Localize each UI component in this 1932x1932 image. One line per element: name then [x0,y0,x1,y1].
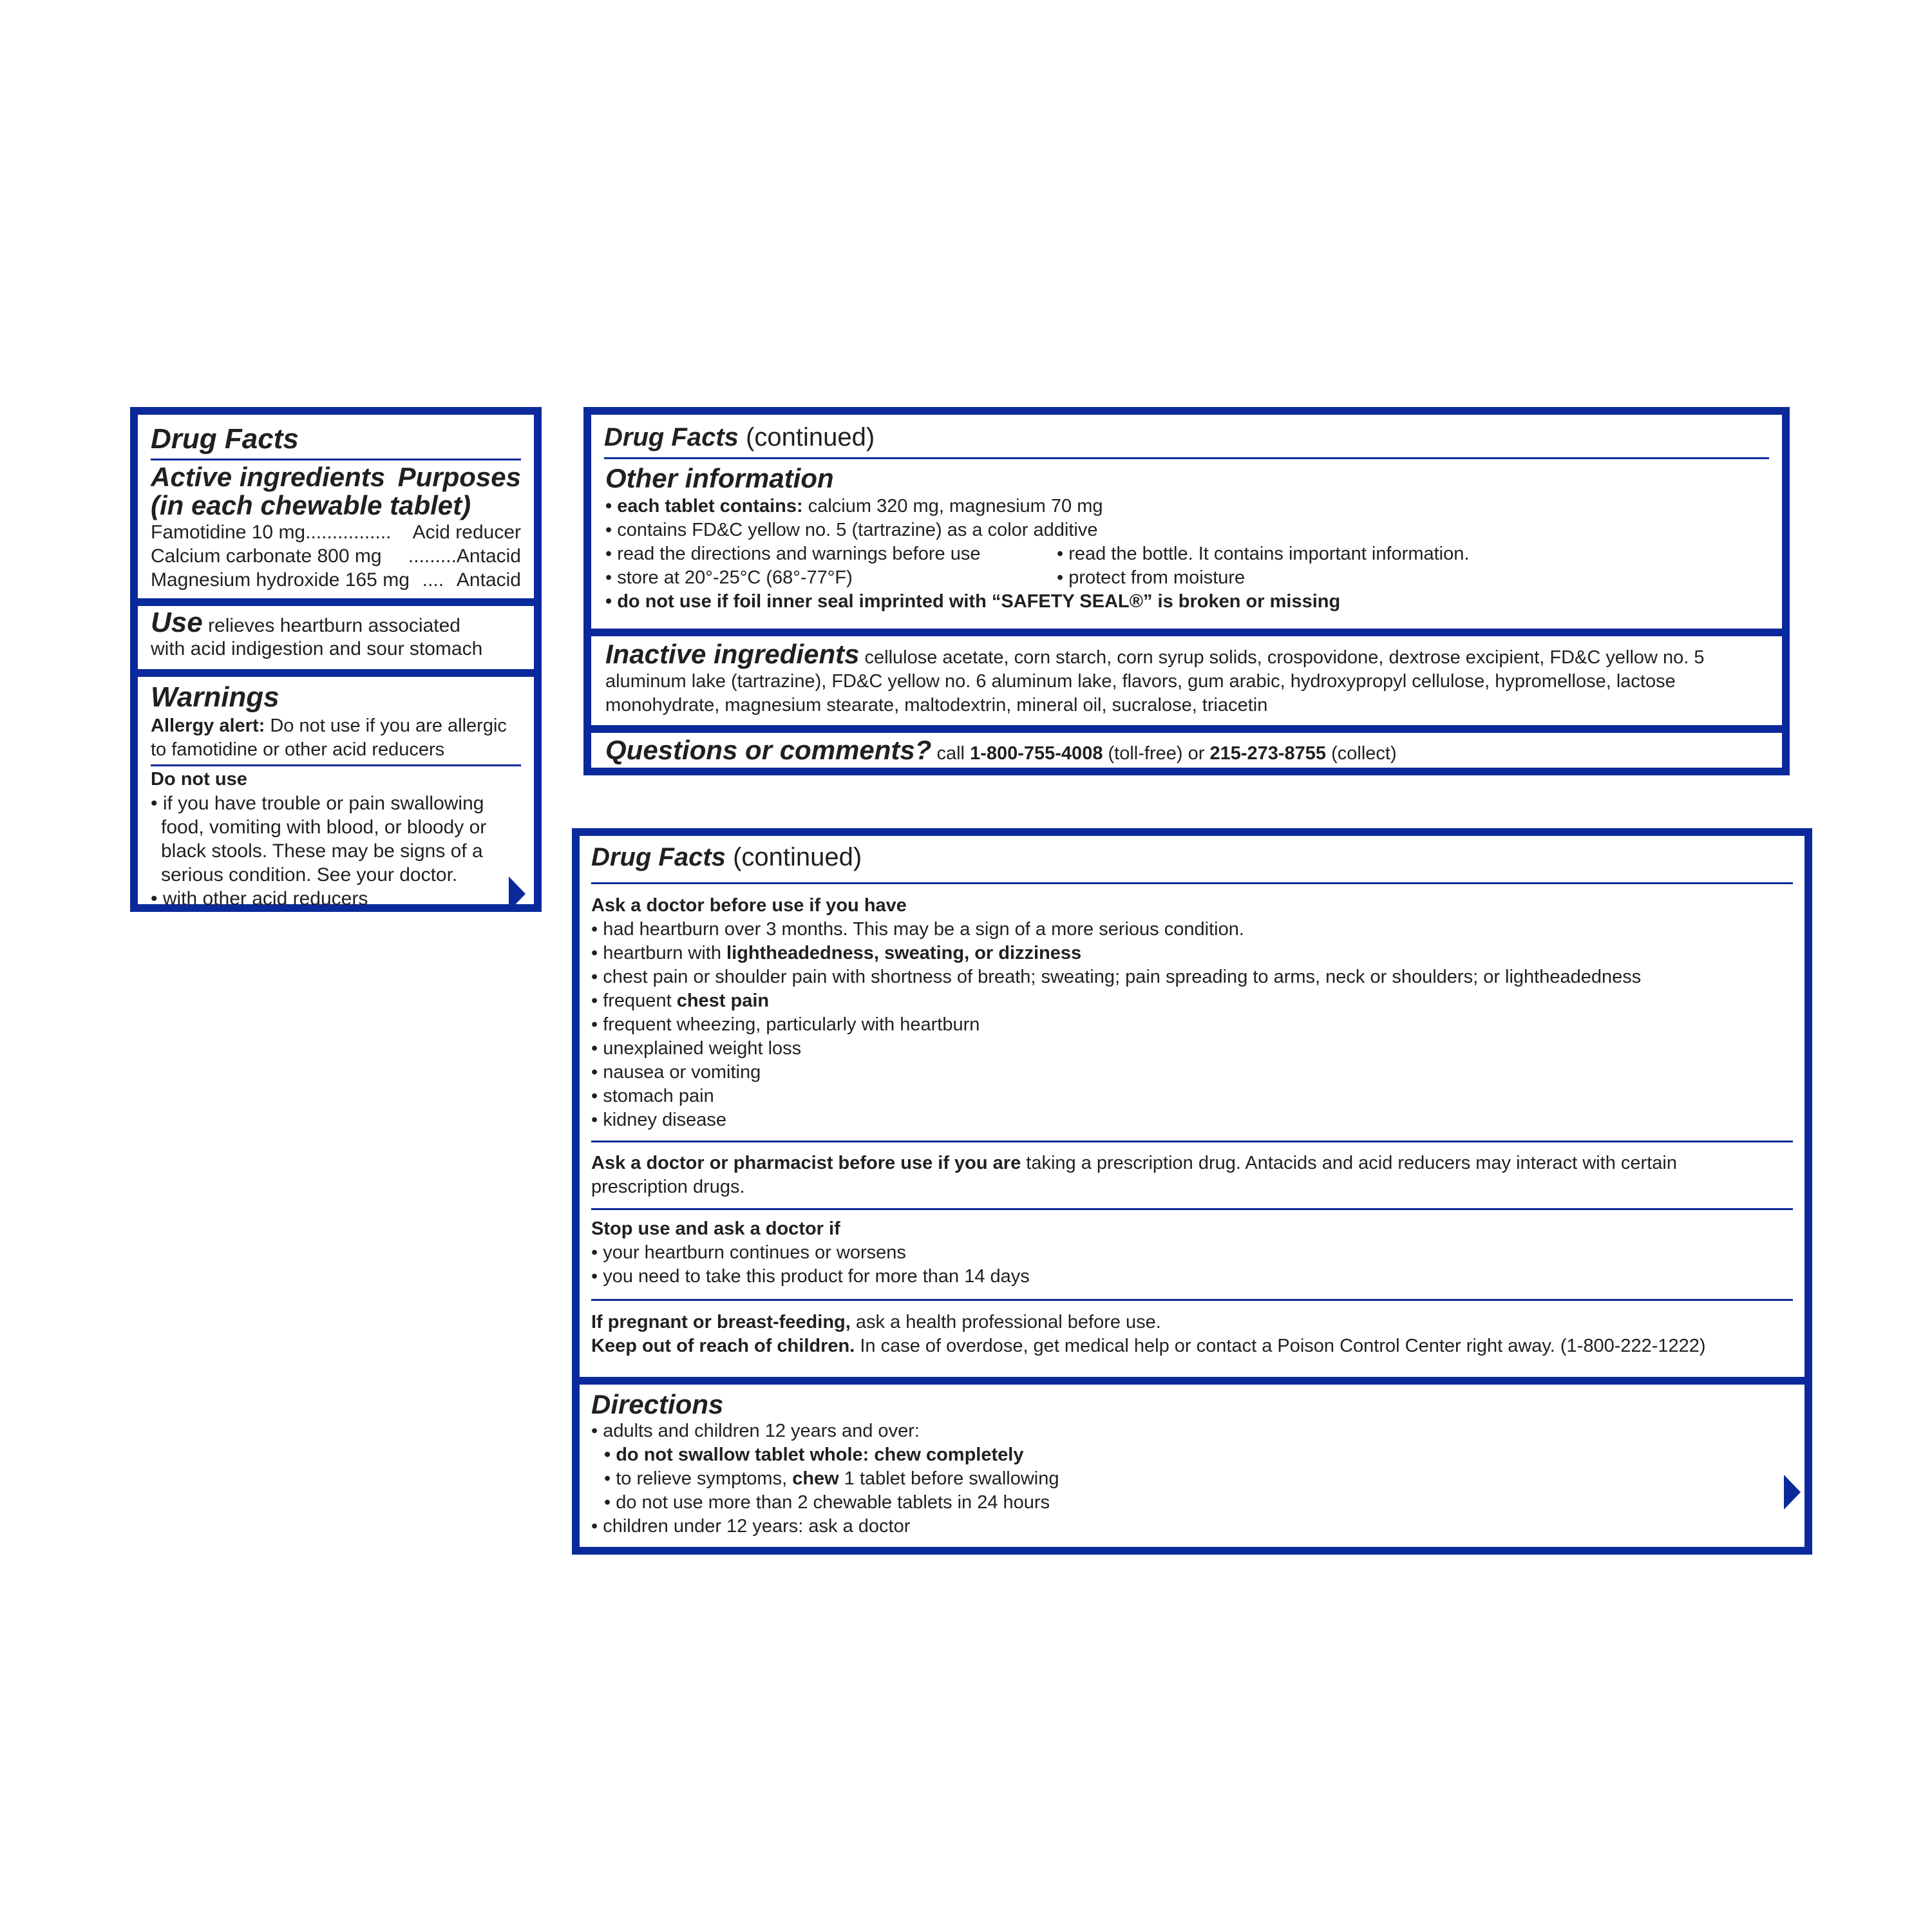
inactive-ingredients-section [591,629,1782,725]
pregnant-heading: If pregnant or breast-feeding, [591,1312,851,1332]
allergy-alert-label: Allergy alert: [151,715,265,736]
ingredient-purpose: Acid reducer [412,522,521,543]
allergy-alert-text: Do not use if you are allergic [270,715,507,736]
ask-pharmacist-text: taking a prescription drug. Antacids and acid reducers may interact with certain [1026,1153,1677,1173]
keep-out-text: In case of overdose, get medical help or contact a Poison Control Center right away. (1-800-222-1222) [860,1336,1706,1356]
ask-doctor-item: • stomach pain [591,1086,714,1106]
continued-label: (continued) [746,423,875,451]
drug-facts-title: Drug Facts [604,423,739,451]
ingredient-row [151,520,521,544]
warnings-section [138,669,534,912]
warnings-continued-section [580,836,1804,1377]
panel-title [591,841,862,873]
section-rule [591,1141,1793,1142]
dot-leader: .... [422,569,444,591]
do-not-use-line: • with other acid reducers [151,888,368,909]
phone-collect: 215-273-8755 [1209,743,1327,764]
ask-doctor-item [591,942,1081,965]
keep-out-heading: Keep out of reach of children. [591,1336,855,1356]
do-not-use-line: food, vomiting with blood, or bloody or [161,817,487,838]
drug-facts-panel-main [130,407,542,912]
other-info-text: calcium 320 mg, magnesium 70 mg [808,496,1103,516]
other-info-line: • do not use if foil inner seal imprinted with “SAFETY SEAL®” is broken or missing [605,591,1341,612]
allergy-alert-line-1 [151,714,507,738]
active-ingredients-list [151,520,521,592]
other-information-heading: Other information [605,463,834,493]
purposes-heading: Purposes [397,462,521,492]
questions-text: (collect) [1331,743,1397,764]
warnings-heading: Warnings [151,681,279,713]
ask-doctor-bold: lightheadedness, sweating, or dizziness [726,943,1082,963]
stop-use-item: • you need to take this product for more than 14 days [591,1266,1030,1287]
inactive-ingredients-heading: Inactive ingredients [605,639,860,669]
other-info-line: • contains FD&C yellow no. 5 (tartrazine) as a color additive [605,520,1098,540]
other-info-bold: • each tablet contains: [605,496,803,516]
ask-doctor-item [591,989,769,1013]
ingredient-name: Famotidine 10 mg [151,522,306,543]
ask-doctor-text: • heartburn with [591,943,721,963]
ask-doctor-heading: Ask a doctor before use if you have [591,895,907,916]
questions-heading: Questions or comments? [605,735,932,765]
drug-facts-title: Drug Facts [151,423,299,455]
active-ingredients-section [138,415,534,598]
warnings-rule [151,764,521,766]
allergy-alert-line-2: to famotidine or other acid reducers [151,739,445,760]
ask-pharmacist-heading: Ask a doctor or pharmacist before use if you are [591,1153,1021,1173]
directions-item [604,1467,1059,1491]
pregnant-text: ask a health professional before use. [855,1312,1161,1332]
ask-doctor-item: • had heartburn over 3 months. This may be a sign of a more serious condition. [591,919,1244,940]
phone-tollfree: 1-800-755-4008 [970,743,1103,764]
directions-text: 1 tablet before swallowing [844,1468,1059,1489]
directions-item: • children under 12 years: ask a doctor [591,1516,911,1537]
ask-doctor-bold: chest pain [676,990,770,1011]
ingredient-purpose: Antacid [456,545,521,567]
other-info-line: • store at 20°-25°C (68°-77°F) [605,567,853,588]
panel-title [604,421,875,453]
ingredient-row [151,544,521,568]
other-info-line [605,495,1103,518]
questions-text: call [936,743,965,764]
use-line-1 [151,607,460,639]
questions-text: (toll-free) or [1108,743,1205,764]
active-ingredients-heading: Active ingredients [151,462,386,492]
directions-item: • adults and children 12 years and over: [591,1421,920,1441]
do-not-use-line: • if you have trouble or pain swallowing [151,793,484,814]
continue-arrow-icon [1784,1475,1801,1510]
drug-facts-panel-continued-1 [583,407,1790,775]
ask-doctor-item: • kidney disease [591,1110,727,1130]
ingredient-row [151,568,521,592]
ask-pharmacist-line-1 [591,1151,1677,1175]
ask-doctor-text: • frequent [591,990,672,1011]
continued-label: (continued) [733,843,862,871]
stop-use-item: • your heartburn continues or worsens [591,1242,906,1263]
directions-item: • do not use more than 2 chewable tablets in 24 hours [604,1492,1050,1513]
directions-heading: Directions [591,1389,724,1419]
use-heading: Use [151,607,203,638]
other-info-line: • read the bottle. It contains important information. [1057,544,1470,564]
section-rule [591,1299,1793,1301]
questions-section [591,725,1782,768]
directions-item: • do not swallow tablet whole: chew completely [604,1444,1024,1465]
other-info-line: • read the directions and warnings before use [605,544,981,564]
inactive-line-3: monohydrate, magnesium stearate, maltodextrin, mineral oil, sucralose, triacetin [605,695,1268,715]
ask-doctor-item: • frequent wheezing, particularly with heartburn [591,1014,980,1035]
directions-section [580,1377,1804,1547]
directions-text: • to relieve symptoms, [604,1468,788,1489]
stop-use-heading: Stop use and ask a doctor if [591,1218,840,1239]
ask-doctor-item: • unexplained weight loss [591,1038,802,1059]
directions-bold: chew [792,1468,839,1489]
questions-line [605,735,1397,768]
title-rule [591,882,1793,884]
ask-pharmacist-line-2: prescription drugs. [591,1177,745,1197]
use-text: relieves heartburn associated [208,615,460,636]
drug-facts-title: Drug Facts [591,843,726,871]
do-not-use-line: serious condition. See your doctor. [161,864,458,886]
ingredient-purpose: Antacid [456,569,521,591]
pregnant-line [591,1311,1161,1334]
dot-leader: ................ [305,522,392,543]
do-not-use-line: black stools. These may be signs of a [161,840,483,862]
dot-leader: ......... [408,545,457,567]
other-info-line: • protect from moisture [1057,567,1245,588]
inactive-text: cellulose acetate, corn starch, corn syrup solids, crospovidone, dextrose excipient, FD&C yellow no. 5 [864,647,1705,668]
title-rule [151,459,521,460]
drug-facts-panel-continued-2 [572,828,1812,1555]
other-information-section [591,415,1782,629]
ask-doctor-item: • nausea or vomiting [591,1062,761,1083]
active-ingredients-subheading: (in each chewable tablet) [151,490,471,520]
continue-arrow-icon [509,876,526,911]
inactive-line-2: aluminum lake (tartrazine), FD&C yellow no. 6 aluminum lake, flavors, gum arabic, hydroxypropyl cellulose, hypromellose, lactose [605,671,1676,692]
use-line-2: with acid indigestion and sour stomach [151,638,483,659]
ingredient-name: Calcium carbonate 800 mg [151,545,382,567]
inactive-line-1 [605,639,1705,673]
do-not-use-heading: Do not use [151,769,247,790]
ingredient-name: Magnesium hydroxide 165 mg [151,569,410,591]
keep-out-of-reach-line [591,1334,1706,1358]
section-rule [591,1208,1793,1210]
ask-doctor-item: • chest pain or shoulder pain with shortness of breath; sweating; pain spreading to arms, neck or shoulders; or lightheadedness [591,967,1642,987]
title-rule [604,457,1769,459]
use-section [138,598,534,669]
